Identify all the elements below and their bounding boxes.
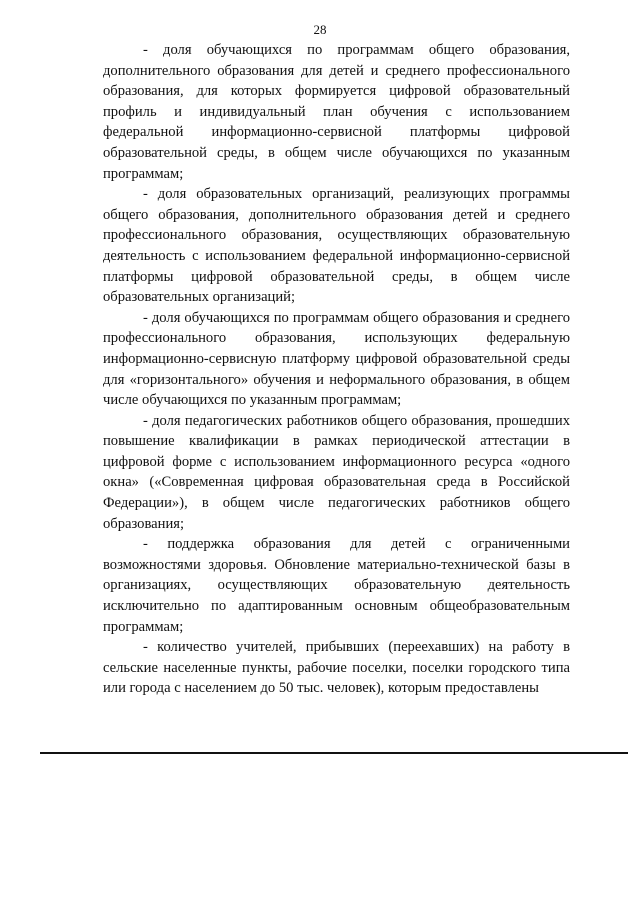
page-bottom-divider (40, 752, 628, 754)
paragraph-5: - поддержка образования для детей с ограниченными возможностями здоровья. Обновление материально-технической базы в организациях, осуществляющих образовательную деятельность исключительно по адаптированным основным общеобразовательным программам; (103, 536, 570, 635)
page-body (103, 40, 570, 699)
paragraph-1: - доля обучающихся по программам общего образования, дополнительного образования для детей и среднего профессионального образования, для которых формируется цифровой образовательный профиль и индивидуальный план обучения с использованием федеральной информационно-сервисной платформы цифровой образовательной среды, в общем числе обучающихся по указанным программам; (103, 42, 570, 182)
paragraph-6: - количество учителей, прибывших (переехавших) на работу в сельские населенные пункты, рабочие поселки, поселки городского типа или города с населением до 50 тыс. человек), которым предоставлены (103, 639, 570, 697)
paragraph-4: - доля педагогических работников общего образования, прошедших повышение квалификации в рамках периодической аттестации в цифровой форме с использованием информационного ресурса «одного окна» («Современная цифровая образовательная среда в Российской Федерации»), в общем числе педагогических работников общего образования; (103, 412, 570, 532)
paragraph-3: - доля обучающихся по программам общего образования и среднего профессионального образования, использующих федеральную информационно-сервисную платформу цифровой образовательной среды для «горизонтального» обучения и неформального образования, в общем числе обучающихся по указанным программам; (103, 309, 570, 409)
paragraph-2: - доля образовательных организаций, реализующих программы общего образования, дополнительного образования детей и среднего профессионального образования, осуществляющих образовательную деятельность с использованием федеральной информационно-сервисной платформы цифровой образовательной среды, в общем числе образовательных организаций; (103, 186, 570, 306)
page-number: 28 (313, 22, 327, 37)
